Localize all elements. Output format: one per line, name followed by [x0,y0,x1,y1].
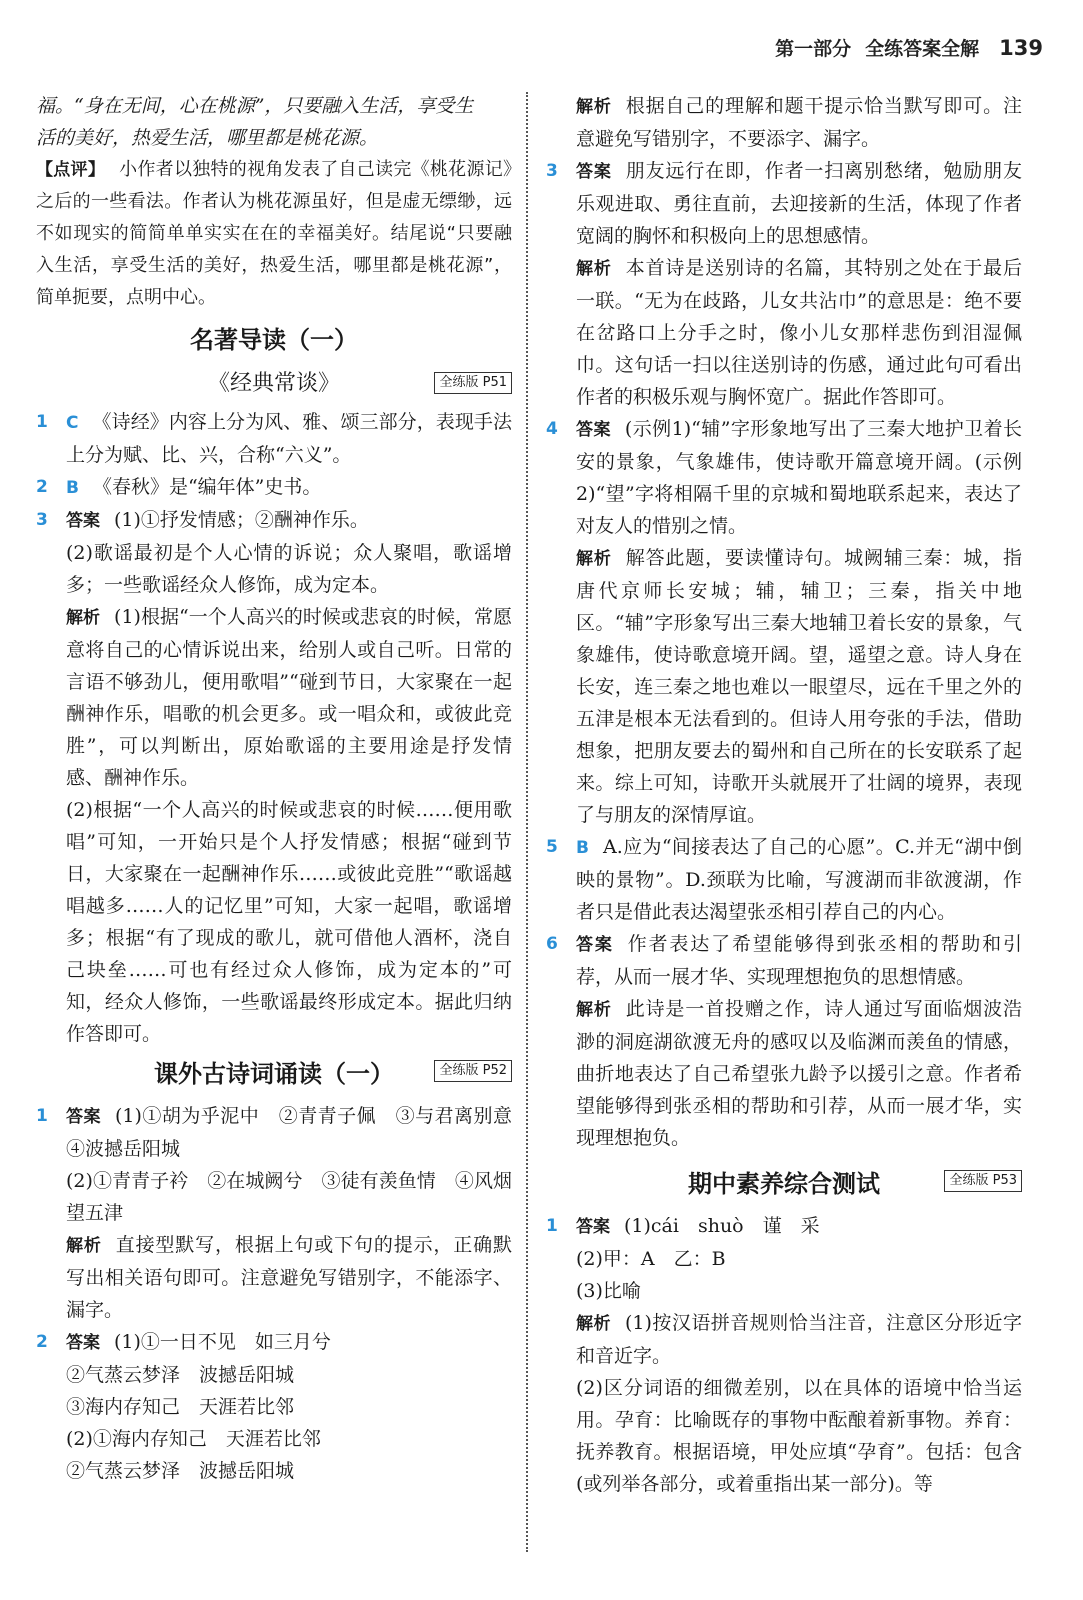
answer-line-2: (2)甲：A 乙：B [576,1248,726,1270]
comment-paragraph [36,154,512,314]
question-number: 2 [36,1332,48,1352]
answer-text: 作者表达了希望能够得到张丞相的帮助和引荐，从而一展才华、实现理想抱负的思想情感。 [576,933,1022,988]
question-number: 1 [546,1216,558,1236]
analysis-label: 解析 [66,1236,102,1256]
answer-line-4: (2)①海内存知己 天涯若比邻 [66,1428,321,1450]
intro-line-2: 活的美好，热爱生活，哪里都是桃花源。 [36,127,379,149]
analysis-text: 本首诗是送别诗的名篇，其特别之处在于最后一联。“无为在歧路，儿女共沾巾”的意思是：绝不要在岔路口上分手之时，像小儿女那样悲伤到泪湿佩巾。这句话一扫以往送别诗的伤感，通过此句可看出作者的积极乐观与胸怀宽广。据此作答即可。 [576,257,1022,408]
answer-label: 答案 [576,1217,610,1237]
answer-text: 朋友远行在即，作者一扫离别愁绪，勉励朋友乐观进取、勇往直前，去迎接新的生活，体现了作者宽阔的胸怀和积极向上的思想感情。 [576,160,1022,247]
comment-label: 【点评】 [36,160,106,180]
question-1-c [36,406,512,471]
answer-label: 答案 [576,420,611,440]
question-3-right [546,155,1022,413]
question-number: 1 [36,412,48,432]
question-number: 2 [36,477,48,497]
analysis-text: 此诗是一首投赠之作，诗人通过写面临烟波浩渺的洞庭湖欲渡无舟的感叹以及临渊而羡鱼的情感，曲折地表达了自己希望张九龄予以援引之意。作者希望能够得到张丞相的帮助和引荐，从而一展才华，实现理想抱负。 [576,998,1022,1149]
section2-title-text: 课外古诗词诵读（一） [154,1060,394,1088]
question-3 [36,504,512,1050]
answer-key: C [66,413,79,433]
question-number: 6 [546,934,558,954]
answer-label: 答案 [576,935,614,955]
section-title-mingzhu [36,320,512,360]
column-divider [526,92,528,1552]
analysis-text: 解答此题，要读懂诗句。城阙辅三秦：城，指唐代京师长安城；辅，辅卫；三秦，指关中地区。“辅”字形象写出三秦大地辅卫着长安的景象，气象雄伟，使诗歌意境开阔。望，遥望之意。诗人身在长安，连三秦之地也难以一眼望尽，远在千里之外的五津是根本无法看到的。但诗人用夸张的手法，借助想象，把朋友要去的蜀州和自己所在的长安联系了起来。综上可知，诗歌开头就展开了壮阔的境界，表现了与朋友的深情厚谊。 [576,547,1022,826]
analysis-text-2: (2)区分词语的细微差别，以在具体的语境中恰当运用。孕育：比喻既存的事物中酝酿着新事物。养育：抚养教育。根据语境，甲处应填“孕育”。包括：包含(或列举各部分，或着重指出某一部分)。等 [576,1377,1022,1495]
section3-title-text: 期中素养综合测试 [688,1170,880,1198]
answer-text: 《春秋》是“编年体”史书。 [92,476,322,498]
question-number: 3 [36,510,48,530]
answer-label: 答案 [66,1333,100,1353]
question-2-b [36,471,512,504]
analysis-text-1: (1)按汉语拼音规则恰当注音，注意区分形近字和音近字。 [576,1312,1023,1367]
answer-text: (示例1)“辅”字形象地写出了三秦大地护卫着长安的景象，气象雄伟，使诗歌开篇意境开阔。(示例2)“望”字将相隔千里的京城和蜀地联系起来，表达了对友人的惜别之情。 [576,418,1023,537]
analysis-text-2: (2)根据“一个人高兴的时候或悲哀的时候……便用歌唱”可知，一开始只是个人抒发情感；根据“碰到节日，大家聚在一起酬神作乐……或彼此竞胜”“歌谣越唱越多……人的记忆里”可知，大家一起唱，歌谣增多；根据“有了现成的歌儿，就可借他人酒杯，浇自己块垒……可也有经过众人修饰，成为定本的”可知，经众人修饰，一些歌谣最终形成定本。据此归纳作答即可。 [66,799,512,1045]
answer-text-2: (2)歌谣最初是个人心情的诉说；众人聚唱，歌谣增多；一些歌谣经众人修饰，成为定本。 [66,542,512,596]
answer-label: 答案 [66,511,100,531]
section3-question-1 [546,1210,1022,1500]
answer-line-5: ②气蒸云梦泽 波撼岳阳城 [66,1460,295,1482]
page-ref-p53: 全练版 P53 [944,1170,1022,1192]
answer-key: B [576,838,589,858]
question-2-continued [546,90,1022,155]
page-ref-p52: 全练版 P52 [434,1060,512,1082]
answer-label: 答案 [576,162,612,182]
section-title-kewai [36,1054,512,1094]
left-column [36,90,532,1487]
page-ref-p51: 全练版 P51 [434,372,512,394]
analysis-label: 解析 [576,259,612,279]
analysis-label: 解析 [66,608,101,628]
analysis-label: 解析 [576,1000,612,1020]
question-6-right [546,928,1022,1154]
analysis-label: 解析 [576,549,612,569]
right-column [546,90,1022,1500]
question-number: 4 [546,419,558,439]
question-number: 5 [546,837,558,857]
comment-text: 小作者以独特的视角发表了自己读完《桃花源记》之后的一些看法。作者认为桃花源虽好，但是虚无缥缈，远不如现实的简简单单实实在在的幸福美好。结尾说“只要融入生活，享受生活的美好，热爱生活，哪里都是桃花源”，简单扼要，点明中心。 [36,159,513,308]
answer-line-3: (3)比喻 [576,1280,641,1302]
answer-line-2: ②气蒸云梦泽 波撼岳阳城 [66,1364,295,1386]
analysis-label: 解析 [576,1314,611,1334]
answer-line-1: (1)cái shuò 谨 采 [624,1215,820,1237]
answer-line-1: (1)①胡为乎泥中 ②青青子佩 ③与君离别意 ④波撼岳阳城 [66,1105,532,1160]
section2-question-1 [36,1100,532,1326]
answer-text: A.应为“间接表达了自己的心愿”。C.并无“湖中倒映的景物”。D.颈联为比喻，写渡湖而非欲渡湖，作者只是借此表达渴望张丞相引荐自己的内心。 [576,836,1022,923]
question-number: 3 [546,161,558,181]
section-subtitle-jingdian [36,366,512,402]
intro-line-1: 福。“身在无间，心在桃源”，只要融入生活，享受生 [36,95,474,117]
answer-label: 答案 [66,1107,101,1127]
answer-line-3: ③海内存知己 天涯若比邻 [66,1396,295,1418]
answer-line-2: (2)①青青子衿 ②在城阙兮 ③徒有羡鱼情 ④风烟望五津 [66,1170,512,1224]
answer-key: B [66,478,79,498]
section-title-qizhong [546,1164,1022,1204]
question-4-right [546,413,1022,831]
header-section: 第一部分 [775,38,852,60]
analysis-text: 根据自己的理解和题干提示恰当默写即可。注意避免写错别字，不要添字、漏字。 [576,95,1022,150]
analysis-text: 直接型默写，根据上句或下句的提示，正确默写出相关语句即可。注意避免写错别字，不能添字、漏字。 [66,1234,512,1321]
question-5-right [546,831,1022,928]
header-title: 全练答案全解 [865,38,980,60]
answer-text: 《诗经》内容上分为风、雅、颂三部分，表现手法上分为赋、比、兴，合称“六义”。 [66,411,512,466]
page-header [775,34,1043,61]
analysis-text-1: (1)根据“一个人高兴的时候或悲哀的时候，常愿意将自己的心情诉说出来，给别人或自己听。日常的言语不够劲儿，便用歌唱”“碰到节日，大家聚在一起酬神作乐，唱歌的机会更多。或一唱众和，或彼此竞胜”，可以判断出，原始歌谣的主要用途是抒发情感、酬神作乐。 [66,606,513,789]
section1-title-text: 名著导读（一） [190,326,358,354]
question-number: 1 [36,1106,48,1126]
section1-sub-text: 《经典常谈》 [207,371,340,396]
answer-text: (1)①抒发情感；②酬神作乐。 [114,509,369,531]
answer-line-1: (1)①一日不见 如三月兮 [114,1331,331,1353]
page-number: 139 [999,36,1043,60]
analysis-label: 解析 [576,97,612,117]
section2-question-2 [36,1326,512,1487]
